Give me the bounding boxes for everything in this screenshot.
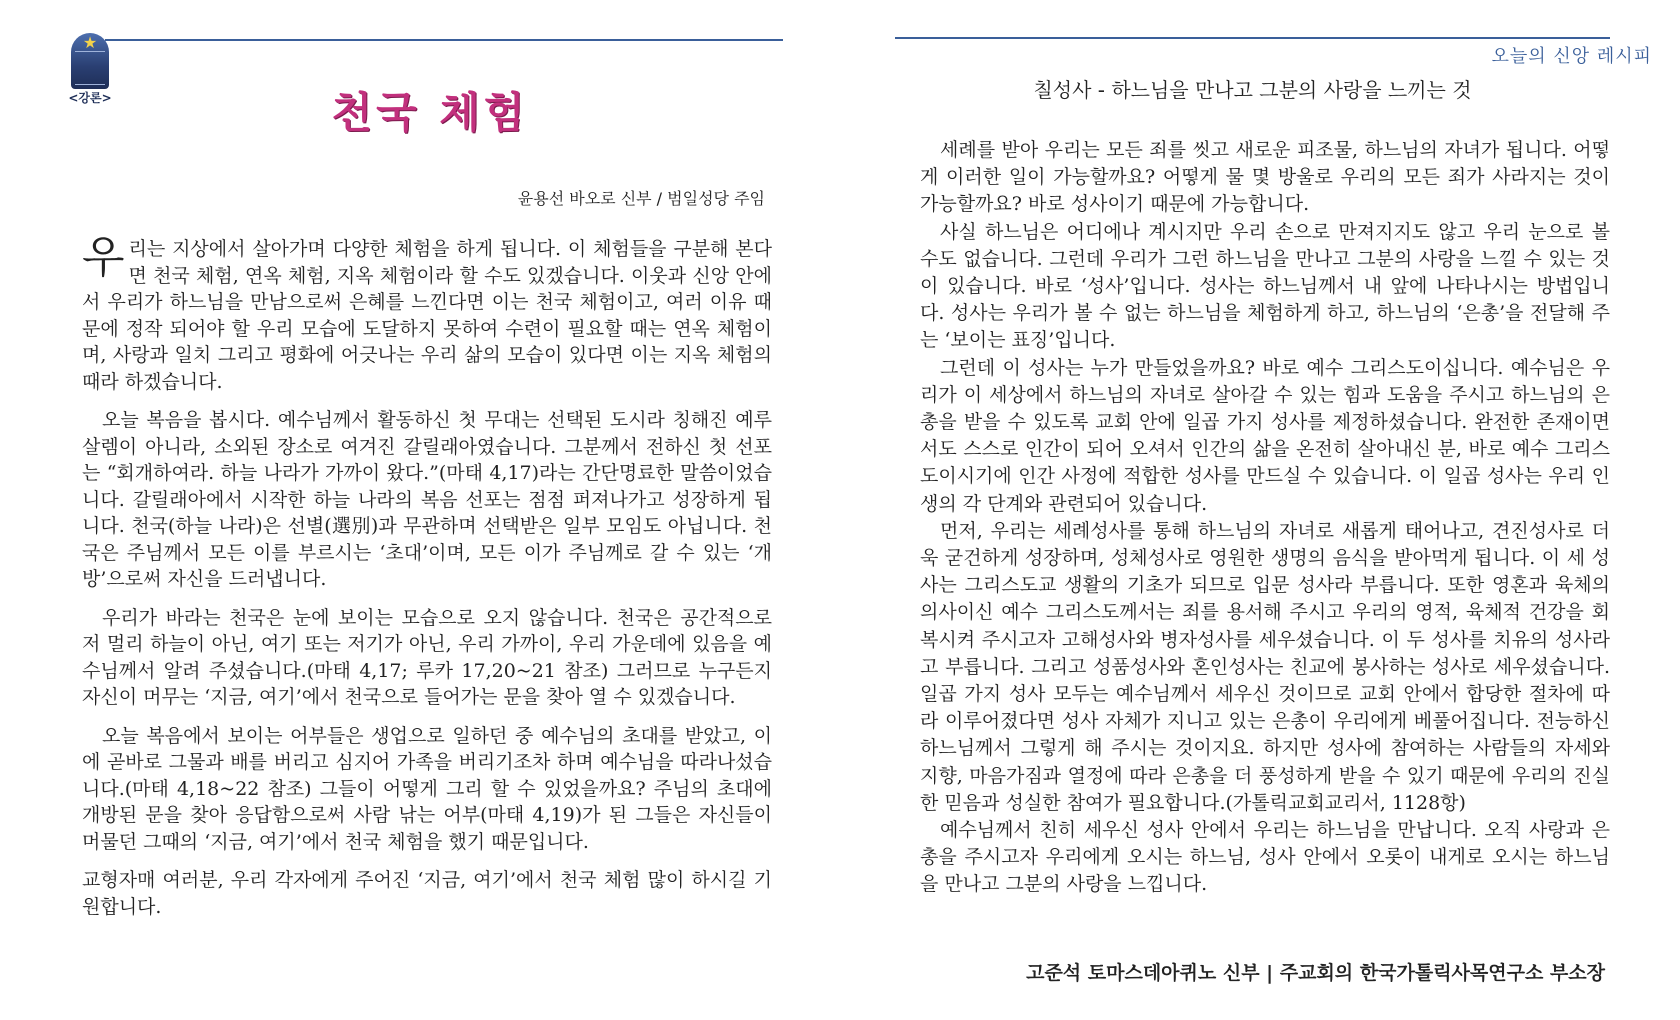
paragraph: 그런데 이 성사는 누가 만들었을까요? 바로 예수 그리스도이십니다. 예수님은 우리가 이 세상에서 하느님의 자녀로 살아갈 수 있는 힘과 도움을 주시고 하느님의 은총을 받을 수 있도록 교회 안에 일곱 가지 성사를 제정하셨습니다. 완전한 존재이면서도 스스로 인간이 되어 오셔서 인간의 삶을 온전히 살아내신 분, 바로 예수 그리스도이시기에 인간 사정에 적합한 성사를 만드실 수 있습니다. 이 일곱 성사는 우리 인생의 각 단계와 관련되어 있습니다. [920, 356, 1610, 515]
paragraph: 우리가 바라는 천국은 눈에 보이는 모습으로 오지 않습니다. 천국은 공간적으로 저 멀리 하늘이 아닌, 여기 또는 저기가 아닌, 우리 가까이, 우리 가운데에 있음을 예수님께서 알려 주셨습니다.(마태 4,17; 루카 17,20~21 참조) 그러므로 누구든지 자신이 머무는 ‘지금, 여기’에서 천국으로 들어가는 문을 찾아 열 수 있겠습니다. [82, 606, 772, 708]
article-title: 천국 체험 [331, 88, 529, 137]
paragraph: 예수님께서 친히 세우신 성사 안에서 우리는 하느님을 만납니다. 오직 사랑과 은총을 주시고자 우리에게 오시는 하느님, 성사 안에서 오롯이 내게로 오시는 하느님을 만나고 그분의 사랑을 느낍니다. [920, 819, 1610, 896]
right-page [895, 0, 1680, 1020]
paragraph: 교형자매 여러분, 우리 각자에게 주어진 ‘지금, 여기’에서 천국 체험 많이 하시길 기원합니다. [82, 869, 772, 918]
paragraph: 먼저, 우리는 세례성사를 통해 하느님의 자녀로 새롭게 태어나고, 견진성사로 더욱 굳건하게 성장하며, 성체성사로 영원한 생명의 음식을 받아먹게 됩니다. 이 세 성사는 그리스도교 생활의 기초가 되므로 입문 성사라 부릅니다. 또한 영혼과 육체의 의사이신 예수 그리스도께서는 죄를 용서해 주시고 우리의 영적, 육체적 건강을 회복시켜 주시고자 고해성사와 병자성사를 세우셨습니다. 이 두 성사를 치유의 성사라고 부릅니다. 그리고 성품성사와 혼인성사는 친교에 봉사하는 성사로 세우셨습니다. 일곱 가지 성사 모두는 예수님께서 세우신 것이므로 교회 안에서 합당한 절차에 따라 이루어졌다면 성사 자체가 지니고 있는 은총이 우리에게 베풀어집니다. 전능하신 하느님께서 그렇게 해 주시는 것이지요. 하지만 성사에 참여하는 사람들의 자세와 지향, 마음가짐과 열정에 따라 은총을 더 풍성하게 받을 수 있기 때문에 우리의 진실한 믿음과 성실한 참여가 필요합니다.(가톨릭교회교리서, 1128항) [920, 519, 1610, 814]
article-body [920, 137, 1610, 899]
header-rule [895, 37, 1610, 39]
paragraph: 세례를 받아 우리는 모든 죄를 씻고 새로운 피조물, 하느님의 자녀가 됩니다. 어떻게 이러한 일이 가능할까요? 어떻게 물 몇 방울로 우리의 모든 죄가 사라지는 것이 가능할까요? 바로 성사이기 때문에 가능합니다. [920, 139, 1610, 216]
article-body [82, 232, 772, 932]
header-rule [105, 39, 783, 41]
article-subtitle: 칠성사 - 하느님을 만나고 그분의 사랑을 느끼는 것 [1033, 78, 1472, 102]
logo-label: <강론> [68, 91, 112, 105]
author-signature: 고준석 토마스데아퀴노 신부 | 주교회의 한국가톨릭사목연구소 부소장 [1026, 962, 1605, 984]
paragraph: 오늘 복음에서 보이는 어부들은 생업으로 일하던 중 예수님의 초대를 받았고, 이에 곧바로 그물과 배를 버리고 심지어 가족을 버리기조차 하며 예수님을 따라나섰습니다.(마태 4,18~22 참조) 그들이 어떻게 그리 할 수 있었을까요? 주님의 초대에 개방된 문을 찾아 응답함으로써 사람 낚는 어부(마태 4,19)가 된 그들은 자신들이 머물던 그때의 ‘지금, 여기’에서 천국 체험을 했기 때문입니다. [82, 724, 772, 853]
star-icon: ★ [82, 33, 98, 52]
section-tag: 오늘의 신앙 레시피 [1491, 46, 1652, 67]
paragraph: 우리는 지상에서 살아가며 다양한 체험을 하게 됩니다. 이 체험들을 구분해 본다면 천국 체험, 연옥 체험, 지옥 체험이라 할 수도 있겠습니다. 이웃과 신앙 안에서 우리가 하느님을 만남으로써 은혜를 느낀다면 이는 천국 체험이고, 여러 이유 때문에 정작 되어야 할 우리 모습에 도달하지 못하여 수련이 필요할 때는 연옥 체험이며, 사랑과 일치 그리고 평화에 어긋나는 우리 삶의 모습이 있다면 이는 지옥 체험의 때라 하겠습니다. [82, 232, 772, 393]
drop-cap: 우 [82, 232, 125, 283]
author-byline: 윤용선 바오로 신부 / 범일성당 주임 [517, 189, 765, 208]
left-page [0, 0, 800, 1020]
paragraph: 오늘 복음을 봅시다. 예수님께서 활동하신 첫 무대는 선택된 도시라 칭해진 예루살렘이 아니라, 소외된 장소로 여겨진 갈릴래아였습니다. 그분께서 전하신 첫 선포는 “회개하여라. 하늘 나라가 가까이 왔다.”(마태 4,17)라는 간단명료한 말씀이었습니다. 갈릴래아에서 시작한 하늘 나라의 복음 선포는 점점 퍼져나가고 성장하게 됩니다. 천국(하늘 나라)은 선별(選別)과 무관하며 선택받은 일부 모임도 아닙니다. 천국은 주님께서 모든 이를 부르시는 ‘초대’이며, 모든 이가 주님께로 갈 수 있는 ‘개방’으로써 자신을 드러냅니다. [82, 409, 772, 590]
paragraph: 사실 하느님은 어디에나 계시지만 우리 손으로 만져지지도 않고 우리 눈으로 볼 수도 없습니다. 그런데 우리가 그런 하느님을 만나고 그분의 사랑을 느낄 수 있는 것이 있습니다. 바로 ‘성사’입니다. 성사는 하느님께서 내 앞에 나타나시는 방법입니다. 성사는 우리가 볼 수 없는 하느님을 체험하게 하고, 하느님의 ‘은총’을 전달해 주는 ‘보이는 표징’입니다. [920, 220, 1611, 352]
